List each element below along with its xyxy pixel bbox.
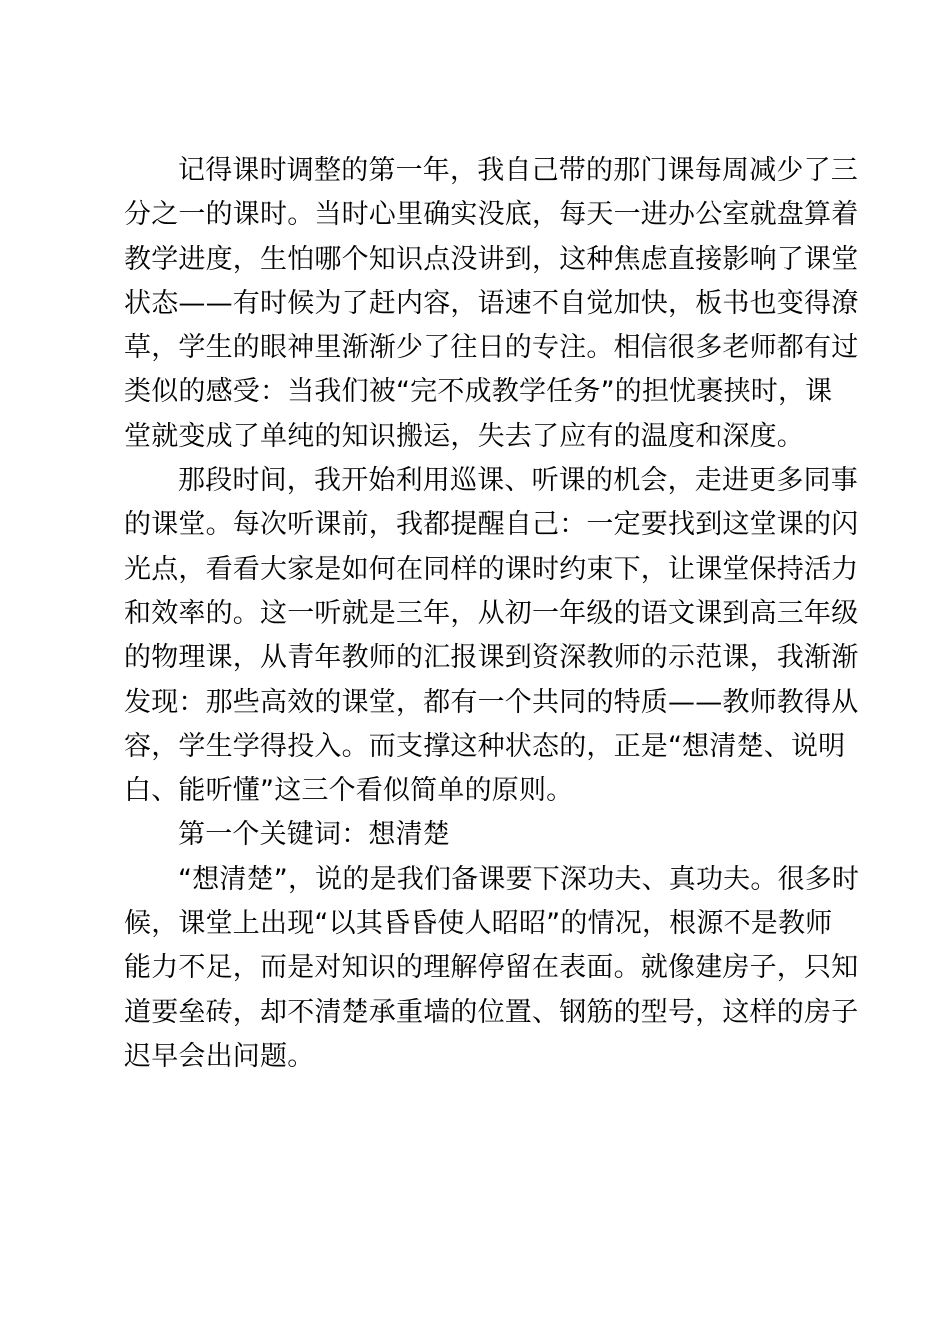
paragraph-2-line-6: 发现：那些高效的课堂，都有一个共同的特质——教师教得从	[124, 686, 859, 718]
paragraph-3-line-1: “想清楚”，说的是我们备课要下深功夫、真功夫。很多时	[178, 863, 860, 895]
paragraph-1-line-3: 教学进度，生怕哪个知识点没讲到，这种焦虑直接影响了课堂	[124, 243, 859, 275]
document-body	[124, 149, 860, 1079]
paragraph-2-line-1: 那段时间，我开始利用巡课、听课的机会，走进更多同事	[178, 465, 858, 497]
paragraph-1-line-1: 记得课时调整的第一年，我自己带的那门课每周减少了三	[178, 155, 858, 186]
paragraph-2-line-3: 光点，看看大家是如何在同样的课时约束下，让课堂保持活力	[124, 553, 859, 585]
paragraph-1-line-4: 状态——有时候为了赶内容，语速不自觉加快，板书也变得潦	[124, 287, 859, 319]
paragraph-1-line-5: 草，学生的眼神里渐渐少了往日的专注。相信很多老师都有过	[124, 332, 859, 364]
paragraph-2-line-8: 白、能听懂”这三个看似简单的原则。	[124, 775, 574, 807]
paragraph-1-line-7: 堂就变成了单纯的知识搬运，失去了应有的温度和深度。	[124, 420, 804, 452]
paragraph-2-line-4: 和效率的。这一听就是三年，从初一年级的语文课到高三年级	[124, 597, 859, 629]
paragraph-3-line-3: 能力不足，而是对知识的理解停留在表面。就像建房子，只知	[124, 952, 859, 984]
paragraph-2-line-7: 容，学生学得投入。而支撑这种状态的，正是“想清楚、说明	[124, 730, 846, 762]
paragraph-2-line-2: 的课堂。每次听课前，我都提醒自己：一定要找到这堂课的闪	[124, 509, 859, 541]
paragraph-3-line-5: 迟早会出问题。	[124, 1040, 315, 1072]
paragraph-3-line-2: 候，课堂上出现“以其昏昏使人昭昭”的情况，根源不是教师	[124, 908, 833, 940]
paragraph-3-line-4: 道要垒砖，却不清楚承重墙的位置、钢筋的型号，这样的房子	[124, 996, 859, 1028]
paragraph-1-line-6: 类似的感受：当我们被“完不成教学任务”的担忧裹挟时，课	[124, 376, 833, 408]
paragraph-2-line-5: 的物理课，从青年教师的汇报课到资深教师的示范课，我渐渐	[124, 642, 859, 674]
section-heading: 第一个关键词：想清楚	[178, 819, 450, 851]
paragraph-1-line-2: 分之一的课时。当时心里确实没底，每天一进办公室就盘算着	[124, 199, 859, 231]
